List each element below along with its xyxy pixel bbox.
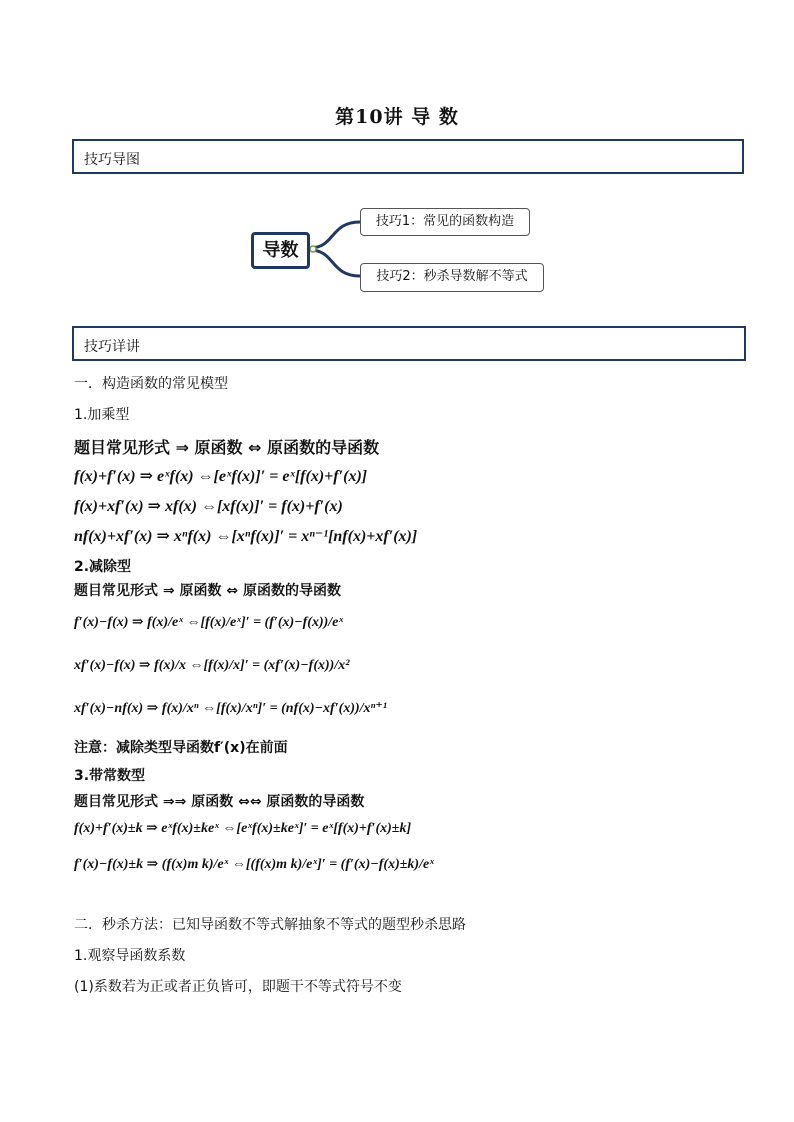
part2-sub1: 1.观察导函数系数 [74, 948, 186, 964]
section-label: 技巧导图 [84, 152, 140, 168]
type1-formula-1: f(x)+f′(x) ⇒ eˣf(x) ⇔[eˣf(x)]′ = eˣ[f(x)+f′(x)] [74, 468, 368, 485]
type2-formula-3: xf′(x)−nf(x) ⇒ f(x)/xⁿ ⇔[f(x)/xⁿ]′ = (nf(x)−xf′(x))/xⁿ⁺¹ [74, 701, 387, 716]
type3-title: 3.带常数型 [74, 768, 146, 784]
mindmap-root: 导数 [251, 232, 310, 269]
type2-header: 题目常见形式 ⇒ 原函数 ⇔ 原函数的导函数 [74, 583, 341, 599]
part2-heading: 二．秒杀方法：已知导函数不等式解抽象不等式的题型秒杀思路 [74, 917, 466, 933]
type2-title: 2.减除型 [74, 559, 132, 575]
type1-header: 题目常见形式 ⇒ 原函数 ⇔ 原函数的导函数 [74, 438, 380, 457]
section-label: 技巧详讲 [84, 339, 140, 355]
section-header-mindmap [72, 139, 744, 174]
type3-formula-1: f(x)+f′(x)±k ⇒ eˣf(x)±keˣ ⇔[eˣf(x)±keˣ]′ = eˣ[f(x)+f′(x)±k] [74, 821, 412, 836]
type2-note: 注意：减除类型导函数f′(x)在前面 [74, 740, 288, 756]
type2-formula-1: f′(x)−f(x) ⇒ f(x)/eˣ ⇔[f(x)/eˣ]′ = (f′(x)−f(x))/eˣ [74, 615, 344, 630]
type3-formula-2: f′(x)−f(x)±k ⇒ (f(x)m k)/eˣ ⇔[(f(x)m k)/eˣ]′ = (f′(x)−f(x)±k)/eˣ [74, 857, 434, 872]
section-header-detail [72, 326, 746, 361]
part1-heading: 一．构造函数的常见模型 [74, 376, 228, 392]
page-title: 第10讲 导 数 [335, 106, 459, 128]
type3-header: 题目常见形式 ⇒⇒ 原函数 ⇔⇔ 原函数的导函数 [74, 794, 365, 810]
type1-title: 1.加乘型 [74, 407, 130, 423]
type2-formula-2: xf′(x)−f(x) ⇒ f(x)/x ⇔[f(x)/x]′ = (xf′(x)−f(x))/x² [74, 658, 350, 673]
mindmap-child-2: 技巧2：秒杀导数解不等式 [360, 263, 544, 292]
type1-formula-3: nf(x)+xf′(x) ⇒ xⁿf(x) ⇔[xⁿf(x)]′ = xⁿ⁻¹[nf(x)+xf′(x)] [74, 528, 418, 545]
type1-formula-2: f(x)+xf′(x) ⇒ xf(x) ⇔[xf(x)]′ = f(x)+f′(x) [74, 498, 343, 515]
part2-item1: (1)系数若为正或者正负皆可，即题干不等式符号不变 [74, 979, 402, 995]
mindmap-child-1: 技巧1：常见的函数构造 [360, 208, 530, 236]
